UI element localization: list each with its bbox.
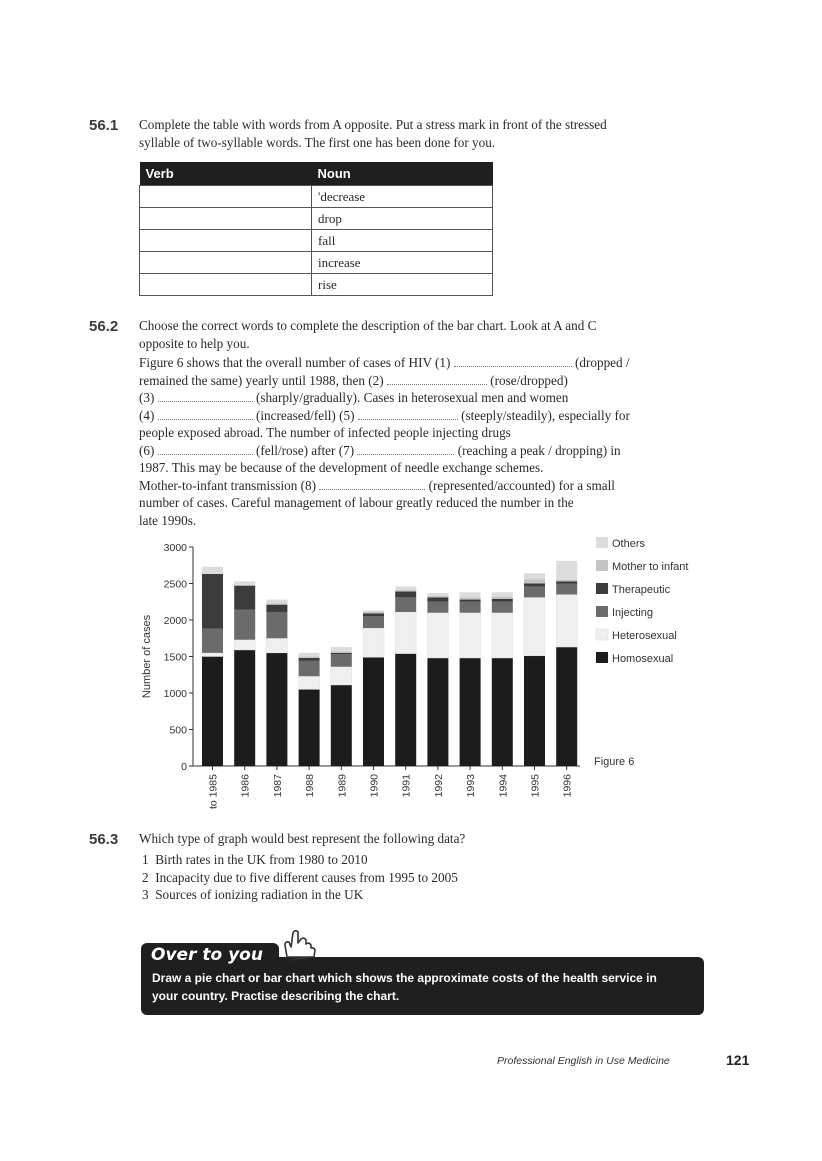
- noun-cell: 'decrease: [312, 186, 493, 208]
- text-segment: (increased/fell) (5): [252, 407, 358, 423]
- bar-segment-mother-to-infant: [556, 580, 577, 581]
- instruction-line: Complete the table with words from A opposite. Put a stress mark in front of the stressed: [139, 117, 607, 132]
- bar-segment-therapeutic: [363, 613, 384, 616]
- bar-segment-heterosexual: [331, 667, 352, 685]
- book-title: Professional English in Use Medicine: [497, 1055, 670, 1067]
- page-number: 121: [726, 1052, 750, 1068]
- list-item: [142, 886, 458, 904]
- x-tick-label: 1988: [304, 774, 317, 798]
- x-tick-label: 1989: [336, 774, 349, 798]
- exercise-56-1-instruction: [139, 116, 607, 151]
- text-segment: (rose/dropped): [486, 372, 568, 388]
- hand-pointer-icon: [281, 927, 323, 963]
- bar-segment-homosexual: [524, 656, 545, 766]
- gap-6[interactable]: [158, 443, 253, 455]
- list-item: [142, 851, 458, 869]
- gap-fill-paragraph: [139, 354, 630, 529]
- text-segment: (represented/accounted) for a small: [425, 477, 615, 493]
- table-row: [140, 230, 493, 252]
- bar-segment-heterosexual: [234, 640, 255, 650]
- gap-8[interactable]: [319, 478, 425, 490]
- verb-answer-cell[interactable]: [140, 230, 312, 252]
- text-segment: (fell/rose) after (7): [252, 442, 358, 458]
- legend-swatch: [596, 560, 608, 571]
- bar-segment-therapeutic: [492, 599, 513, 602]
- bar-segment-homosexual: [234, 650, 255, 766]
- bar-segment-homosexual: [427, 658, 448, 766]
- gap-1[interactable]: [454, 355, 572, 367]
- bar-segment-injecting: [266, 612, 287, 638]
- verb-answer-cell[interactable]: [140, 186, 312, 208]
- column-header-noun: Noun: [312, 162, 493, 186]
- bar-segment-homosexual: [556, 647, 577, 766]
- item-number: 3: [142, 887, 149, 902]
- bar-segment-therapeutic: [460, 600, 481, 602]
- bar-segment-mother-to-infant: [460, 597, 481, 599]
- table-header-row: [140, 162, 493, 186]
- noun-cell: rise: [312, 274, 493, 296]
- exercise-number-56-3: 56.3: [89, 831, 119, 848]
- bar-segment-others: [492, 592, 513, 596]
- y-axis-title: Number of cases: [141, 614, 153, 699]
- exercise-56-2-instruction: [139, 317, 596, 352]
- y-tick-label: 2500: [163, 578, 187, 591]
- verb-answer-cell[interactable]: [140, 274, 312, 296]
- bar-segment-injecting: [427, 602, 448, 613]
- verb-noun-table: [139, 162, 493, 296]
- bar-segment-heterosexual: [395, 612, 416, 654]
- bar-segment-mother-to-infant: [427, 596, 448, 597]
- legend-swatch: [596, 606, 608, 617]
- x-tick-label: 1986: [239, 774, 252, 798]
- verb-answer-cell[interactable]: [140, 252, 312, 274]
- bar-segment-injecting: [460, 602, 481, 613]
- text-segment: (dropped /: [571, 355, 630, 370]
- item-text: Incapacity due to five different causes from 1995 to 2005: [155, 869, 458, 885]
- bar-segment-injecting: [556, 584, 577, 595]
- bar-segment-injecting: [234, 610, 255, 640]
- bar-segment-injecting: [299, 661, 320, 676]
- bar-segment-homosexual: [299, 689, 320, 766]
- over-to-you-line: Draw a pie chart or bar chart which shows the approximate costs of the health service in: [152, 971, 657, 985]
- text-segment: Figure 6 shows that the overall number of cases of HIV (1): [139, 355, 454, 370]
- list-item: [142, 869, 458, 887]
- bar-segment-injecting: [524, 586, 545, 597]
- bar-segment-therapeutic: [266, 605, 287, 612]
- bar-segment-therapeutic: [556, 581, 577, 583]
- y-tick-label: 0: [181, 761, 187, 773]
- text-segment: (steeply/steadily), especially for: [457, 407, 630, 423]
- x-tick-label: to 1985: [207, 774, 220, 810]
- exercise-number-56-1: 56.1: [89, 117, 119, 134]
- instruction-line: syllable of two-syllable words. The first one has been done for you.: [139, 134, 496, 150]
- bar-segment-others: [427, 593, 448, 596]
- text-segment: (3): [139, 390, 158, 405]
- gap-3[interactable]: [158, 390, 253, 402]
- bar-segment-others: [395, 586, 416, 590]
- bar-segment-others: [299, 653, 320, 657]
- bar-segment-therapeutic: [299, 658, 320, 661]
- text-line: people exposed abroad. The number of infected people injecting drugs: [139, 425, 511, 440]
- text-line: number of cases. Careful management of labour greatly reduced the number in the: [139, 495, 574, 510]
- legend-label: Heterosexual: [612, 630, 677, 642]
- legend-label: Injecting: [612, 607, 653, 619]
- bar-segment-heterosexual: [460, 613, 481, 658]
- bar-segment-homosexual: [363, 657, 384, 766]
- bar-segment-homosexual: [492, 658, 513, 766]
- hiv-cases-bar-chart: [130, 530, 720, 820]
- bar-segment-injecting: [492, 602, 513, 613]
- item-text: Sources of ionizing radiation in the UK: [155, 887, 364, 902]
- bar-segment-heterosexual: [363, 628, 384, 657]
- noun-cell: fall: [312, 230, 493, 252]
- x-tick-label: 1994: [497, 774, 510, 798]
- legend-label: Others: [612, 538, 646, 550]
- legend-label: Mother to infant: [612, 561, 689, 573]
- y-tick-label: 1500: [163, 651, 187, 664]
- noun-cell: drop: [312, 208, 493, 230]
- bar-segment-heterosexual: [524, 597, 545, 655]
- text-segment: (6): [139, 442, 158, 458]
- exercise-56-3-question: Which type of graph would best represent the following data?: [139, 831, 466, 846]
- exercise-56-3-list: [142, 851, 458, 904]
- column-header-verb: Verb: [140, 162, 312, 186]
- bar-segment-injecting: [363, 616, 384, 628]
- legend-swatch: [596, 537, 608, 548]
- bar-segment-therapeutic: [234, 586, 255, 610]
- gap-7[interactable]: [357, 443, 454, 455]
- bar-segment-injecting: [202, 629, 223, 653]
- bar-segment-others: [202, 567, 223, 574]
- bar-segment-homosexual: [331, 685, 352, 766]
- bar-segment-mother-to-infant: [524, 579, 545, 583]
- text-segment: remained the same) yearly until 1988, then (2): [139, 372, 387, 388]
- text-segment: Mother-to-infant transmission (8): [139, 477, 320, 493]
- over-to-you-box: [141, 957, 704, 1015]
- table-row: [140, 252, 493, 274]
- bar-segment-injecting: [395, 597, 416, 612]
- x-tick-label: 1987: [271, 774, 284, 798]
- bar-segment-mother-to-infant: [492, 597, 513, 599]
- table-row: [140, 274, 493, 296]
- y-tick-label: 3000: [163, 542, 187, 554]
- bar-segment-others: [266, 600, 287, 604]
- bar-segment-therapeutic: [331, 653, 352, 654]
- x-tick-label: 1992: [432, 774, 445, 798]
- item-number: 1: [142, 852, 149, 867]
- x-tick-label: 1991: [400, 774, 413, 798]
- bar-segment-others: [234, 581, 255, 585]
- x-tick-label: 1990: [368, 774, 381, 798]
- bar-segment-therapeutic: [427, 597, 448, 601]
- x-tick-label: 1996: [561, 774, 574, 798]
- bar-segment-heterosexual: [299, 676, 320, 689]
- text-segment: (reaching a peak / dropping) in: [454, 442, 621, 458]
- y-tick-label: 2000: [163, 615, 187, 627]
- bar-segment-heterosexual: [202, 653, 223, 657]
- over-to-you-line: your country. Practise describing the chart.: [152, 989, 400, 1003]
- legend-label: Therapeutic: [612, 584, 671, 596]
- bar-segment-mother-to-infant: [395, 590, 416, 591]
- text-segment: (4): [139, 407, 158, 423]
- legend-swatch: [596, 629, 608, 640]
- legend-swatch: [596, 652, 608, 663]
- gap-4[interactable]: [158, 408, 253, 420]
- y-tick-label: 1000: [163, 688, 187, 700]
- text-line: 1987. This may be because of the development of needle exchange schemes.: [139, 460, 544, 475]
- bar-segment-mother-to-infant: [331, 651, 352, 652]
- exercise-number-56-2: 56.2: [89, 318, 119, 335]
- bar-segment-mother-to-infant: [363, 612, 384, 613]
- bar-segment-therapeutic: [524, 584, 545, 587]
- verb-answer-cell[interactable]: [140, 208, 312, 230]
- item-number: 2: [142, 869, 149, 885]
- y-tick-label: 500: [169, 724, 187, 737]
- bar-segment-heterosexual: [427, 613, 448, 658]
- bar-segment-others: [556, 561, 577, 580]
- bar-segment-heterosexual: [556, 594, 577, 647]
- bar-segment-heterosexual: [266, 638, 287, 653]
- bar-segment-others: [331, 647, 352, 651]
- bar-segment-mother-to-infant: [234, 585, 255, 586]
- bar-segment-homosexual: [266, 653, 287, 766]
- bar-segment-mother-to-infant: [299, 657, 320, 658]
- x-tick-label: 1995: [529, 774, 542, 798]
- over-to-you-title: Over to you: [151, 945, 263, 965]
- text-segment: (sharply/gradually). Cases in heterosexual men and women: [252, 390, 569, 405]
- bar-segment-others: [363, 611, 384, 612]
- bar-segment-homosexual: [202, 657, 223, 767]
- item-text: Birth rates in the UK from 1980 to 2010: [155, 852, 368, 867]
- bar-segment-heterosexual: [492, 613, 513, 658]
- table-row: [140, 186, 493, 208]
- gap-2[interactable]: [387, 373, 487, 385]
- text-line: late 1990s.: [139, 512, 197, 528]
- instruction-line: opposite to help you.: [139, 335, 250, 351]
- bar-segment-homosexual: [395, 654, 416, 766]
- instruction-line: Choose the correct words to complete the description of the bar chart. Look at A and C: [139, 318, 597, 333]
- figure-caption: Figure 6: [594, 756, 635, 768]
- bar-segment-mother-to-infant: [266, 603, 287, 604]
- table-row: [140, 208, 493, 230]
- x-tick-label: 1993: [465, 774, 478, 798]
- bar-segment-homosexual: [460, 658, 481, 766]
- bar-segment-therapeutic: [395, 592, 416, 598]
- bar-segment-others: [460, 592, 481, 597]
- legend-label: Homosexual: [612, 653, 674, 665]
- noun-cell: increase: [312, 252, 493, 274]
- bar-segment-others: [524, 573, 545, 579]
- bar-segment-therapeutic: [202, 574, 223, 629]
- bar-segment-injecting: [331, 654, 352, 666]
- legend-swatch: [596, 583, 608, 594]
- gap-5[interactable]: [358, 408, 458, 420]
